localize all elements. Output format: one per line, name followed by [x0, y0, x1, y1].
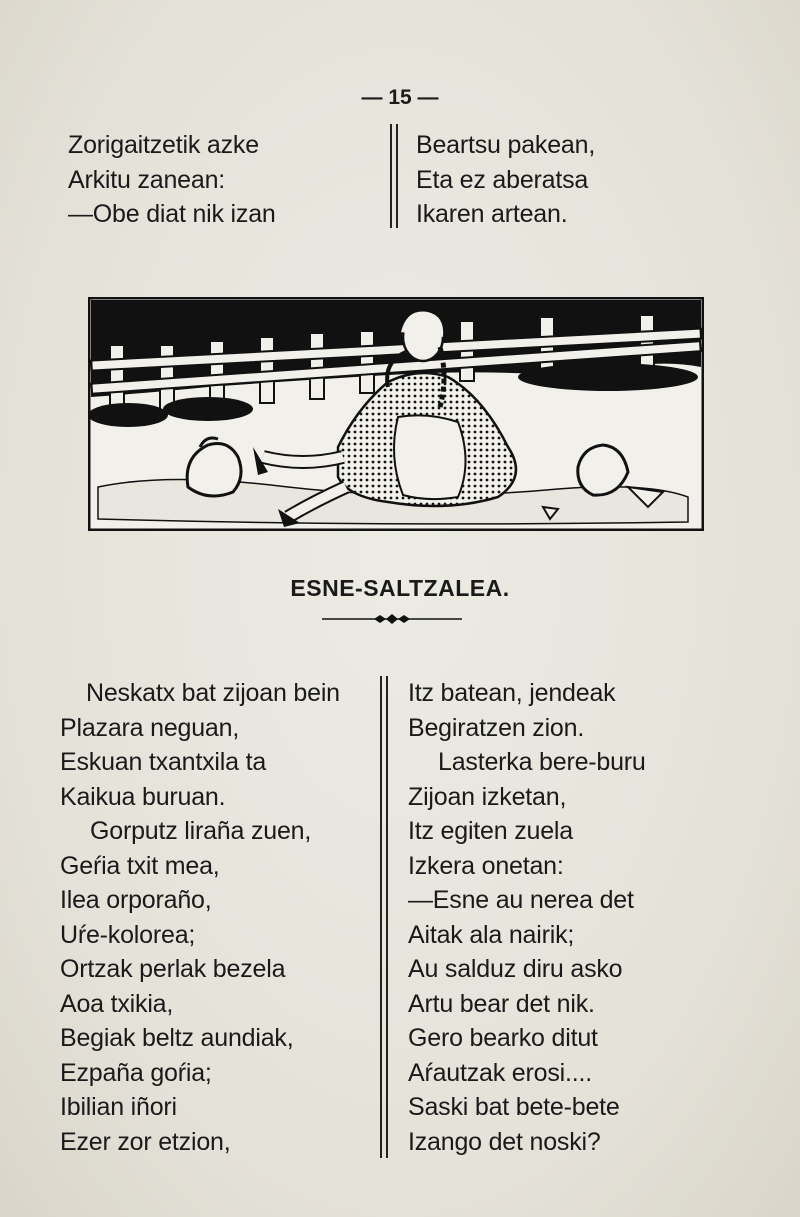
ornament-divider: [322, 612, 462, 626]
verse-line: Ortzak perlak bezela: [60, 955, 286, 983]
poem-title: ESNE-SALTZALEA.: [290, 575, 510, 601]
verse-line: Eta ez aberatsa: [416, 165, 589, 194]
verse-line: Beartsu pakean,: [416, 131, 596, 159]
verse-line: Ilea orporaño,: [60, 886, 212, 914]
verse-line: Artu bear det nik.: [408, 989, 595, 1018]
verse-line: Zorigaitzetik azke: [68, 131, 259, 159]
verse-line: —Obe diat nik izan: [68, 200, 276, 228]
verse-line: Ikaren artean.: [416, 200, 568, 228]
verse-line: Au salduz diru asko: [408, 955, 623, 983]
verse-line: Izkera onetan:: [408, 851, 564, 880]
verse-line: Kaikua buruan.: [60, 782, 226, 811]
verse-line: Neskatx bat zijoan bein: [86, 679, 340, 707]
verse-line: Itz egiten zuela: [408, 817, 573, 845]
verse-line: Gero bearko ditut: [408, 1024, 598, 1052]
verse-line: Aŕautzak erosi....: [408, 1058, 592, 1087]
verse-line: Plazara neguan,: [60, 713, 240, 742]
verse-line: Gorputz lirañа zuen,: [90, 817, 312, 845]
verse-line: Uŕe-kolorea;: [60, 920, 196, 949]
verse-line: Izango det noski?: [408, 1127, 601, 1156]
verse-line: Ibilian iñori: [60, 1093, 177, 1121]
page-number: — 15 —: [361, 86, 439, 109]
verse-line: Arkitu zanean:: [68, 165, 226, 194]
verse-line: Aoa txikia,: [60, 989, 174, 1018]
verse-line: Begiratzen zion.: [408, 713, 585, 742]
verse-line: Zijoan izketan,: [408, 782, 567, 811]
verse-line: Ezpaña goŕia;: [60, 1058, 212, 1087]
top-stanza-right-column: [416, 128, 595, 232]
verse-line: Aitak ala nairik;: [408, 920, 575, 949]
verse-line: Saski bat bete-bete: [408, 1093, 620, 1121]
verse-line: Lasterka bere-buru: [438, 748, 646, 776]
poem-left-column: [60, 676, 340, 1159]
illustration-milkmaid: [88, 297, 704, 531]
verse-line: —Esne au nerea det: [408, 886, 634, 914]
verse-line: Begiak beltz aundiak,: [60, 1024, 294, 1052]
verse-line: Itz batean, jendeak: [408, 679, 616, 707]
verse-line: Geŕia txit mea,: [60, 851, 220, 880]
verse-line: Eskuan txantxila ta: [60, 748, 267, 776]
column-divider: [390, 124, 398, 228]
top-stanza-left-column: [68, 128, 276, 232]
verse-line: Ezer zor etzion,: [60, 1127, 231, 1156]
poem-right-column: [408, 676, 646, 1159]
illustration-drawing: [88, 297, 704, 531]
column-divider: [380, 676, 388, 1158]
